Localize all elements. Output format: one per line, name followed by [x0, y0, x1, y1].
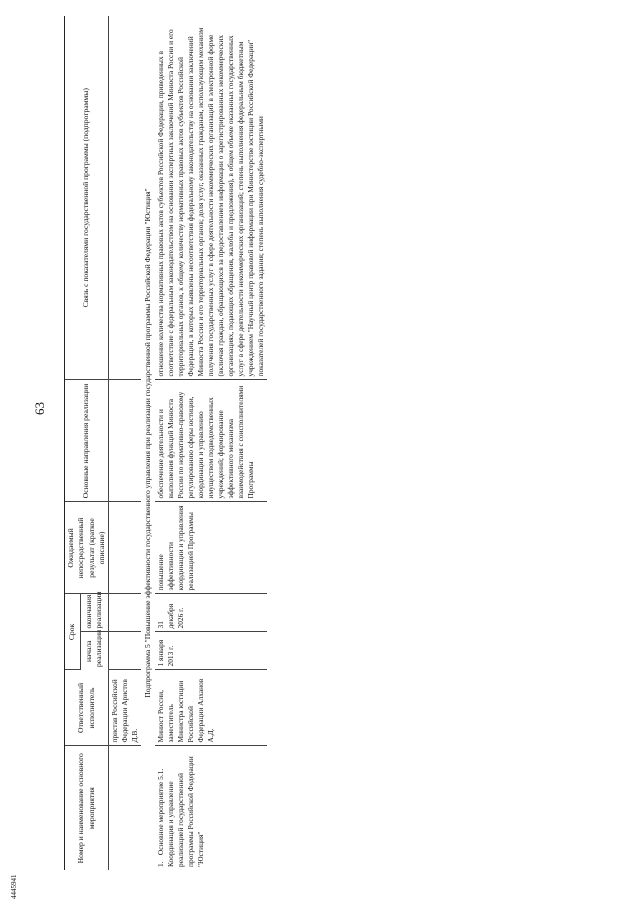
header-directions: Основные направления реализации: [65, 380, 109, 502]
continued-executor: пристав Российской Федерации Аристов Д.В.: [109, 670, 141, 746]
subprogram-title: Подпрограмма 5 "Повышение эффективности государственного управления при реализации государственной программы Российской Федерации "Юстиция": [142, 188, 152, 698]
measure-start: 1 января 2013 г.: [155, 632, 267, 670]
measure-directions: обеспечение деятельности и выполнения функций Минюста России по нормативно-правовому регулированию сферы юстиции, координации и управлению имуществом подведомственных учреждений; формирование эффективного механизма взаимодействия с соисполнителями Программы: [155, 380, 267, 502]
measure-result: повышение эффективности координации и управления реализацией Программы: [155, 502, 267, 594]
measure-end: 31 декабря 2026 г.: [155, 594, 267, 632]
header-link: Связь с показателями государственной программы (подпрограммы): [65, 16, 109, 380]
page-number: 63: [32, 402, 47, 415]
measure-executor: Минюст России, заместитель Министра юстиции Российской Федерации Алханов А.Д.: [155, 670, 267, 746]
header-executor: Ответственный исполнитель: [65, 670, 109, 746]
header-expected-result: Ожидаемый непосредственный результат (краткое описание): [65, 502, 109, 594]
header-term-start: начала реализации: [80, 632, 108, 670]
measures-table: [64, 16, 267, 870]
header-term-end: окончания реализации: [80, 594, 108, 632]
table-row: [155, 16, 267, 870]
measure-cell: [155, 746, 267, 870]
header-number-name: Номер и наименование основного мероприятия: [65, 746, 109, 870]
table-row-continued: [109, 16, 141, 870]
measure-indicator-link: отношение количества нормативных правовых актов субъектов Российской Федерации, приведенных в соответствие с федеральным законодательством на основании экспертных заключений Минюста России и его территориальных органов, к общему количеству нормативных правовых актов субъектов Российской Федерации, в которых выявлены несоответствия федеральному законодательству на основании заключений Минюста России и его территориальных органов; доля услуг, оказанных гражданам, использующим механизм получения государственных услуг в сфере деятельности некоммерческих организаций в электронной форме (включая граждан, обращающихся за предоставлением информации о зарегистрированных некоммерческих организациях, подающих обращения, жалобы и предложения), в общем объеме оказанных государственных услуг в сфере деятельности некоммерческих организаций; степень выполнения федеральным бюджетным учреждением "Научный центр правовой информации при Министерстве юстиции Российской Федерации" показателей государственного задания; степень выполнения судебно-экспертными: [155, 16, 267, 380]
subprogram-row: [141, 16, 155, 870]
measure-name: Основное мероприятие 5.1. Координация и управление реализацией государственной программы Российской Федерации "Юстиция": [156, 756, 206, 867]
header-term: Срок: [65, 594, 81, 670]
measure-number: 1.: [156, 861, 166, 867]
document-id: 4445941: [10, 874, 18, 899]
